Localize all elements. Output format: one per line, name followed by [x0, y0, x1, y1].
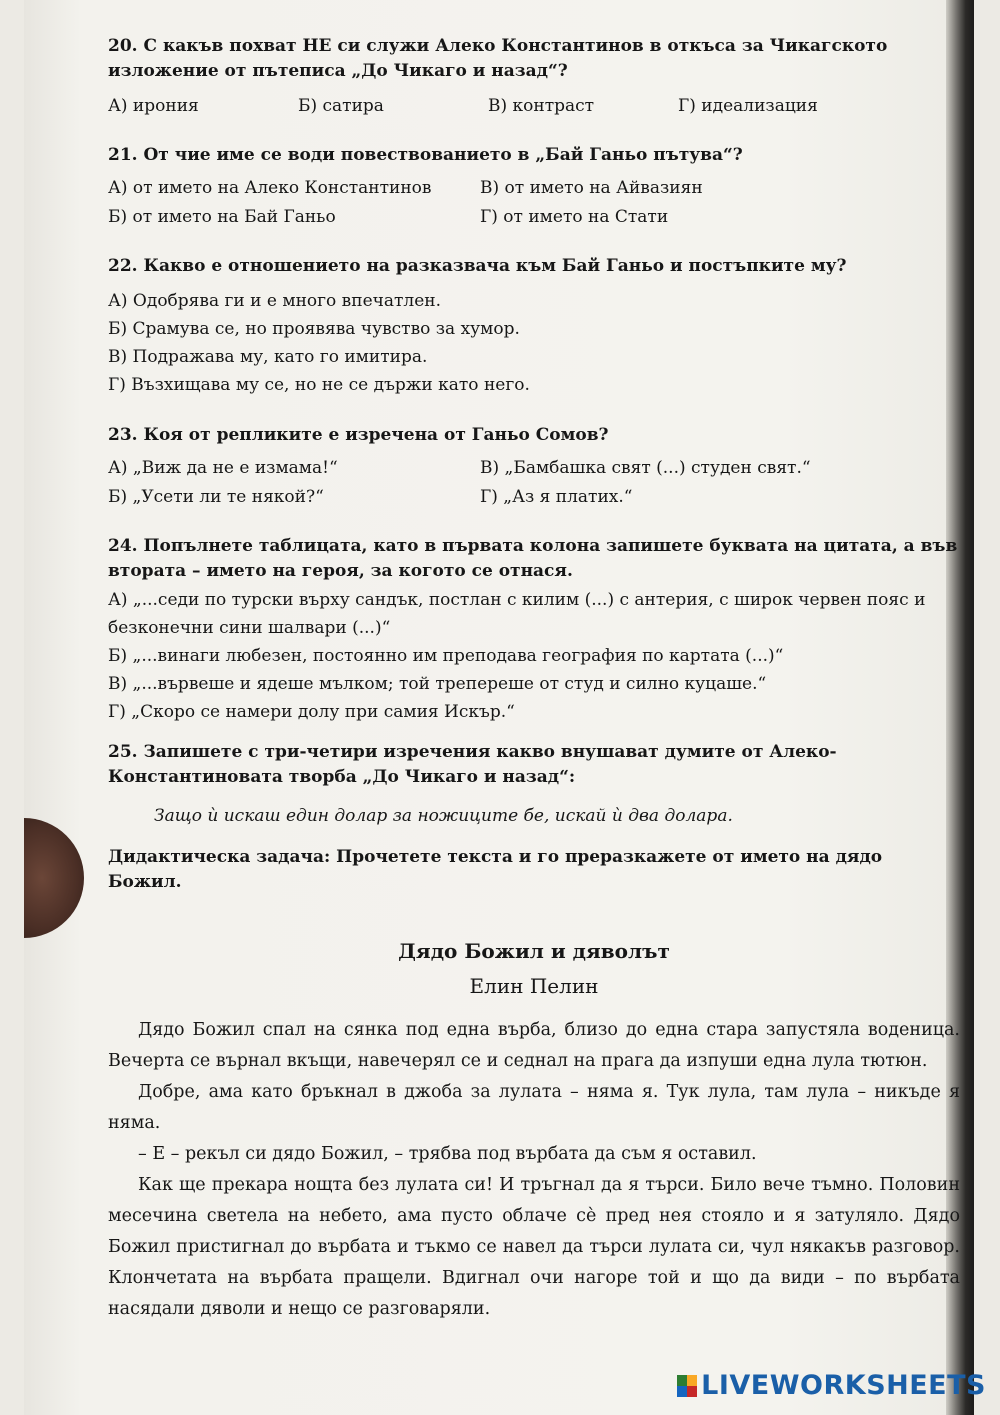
- story-paragraph: Добре, ама като бръкнал в джоба за лулата – няма я. Тук лула, там лула – никъде я няма.: [108, 1082, 960, 1133]
- option-b: Б) от името на Бай Ганьо: [108, 207, 336, 227]
- option-g: Г) Възхищава му се, но не се държи като него.: [108, 375, 530, 395]
- option-a: А) Одобрява ги и е много впечатлен.: [108, 291, 442, 311]
- option-b: Б) сатира: [298, 96, 384, 116]
- liveworksheets-logo-icon: [677, 1375, 697, 1397]
- options-grid: [108, 176, 960, 230]
- quote-v: В) „...вървеше и ядеше мълком; той трепереше от студ и силно куцаше.“: [108, 674, 767, 694]
- option-v: В) Подражава му, като го имитира.: [108, 347, 428, 367]
- didactic-task: Дидактическа задача: Прочетете текста и го преразкажете от името на дядо Божил.: [108, 847, 883, 892]
- question-text: 25. Запишете с три-четири изречения какво внушават думите от Алеко-Константиновата творба „До Чикаго и назад“:: [108, 742, 837, 787]
- quote-a: А) „...седи по турски върху сандък, постлан с килим (...) с антерия, с широк червен пояс и безконечни сини шалвари (...)“: [108, 590, 926, 638]
- question-text: 24. Попълнете таблицата, като в първата колона запишете буквата на цитата, а във втората – името на героя, за когото се отнася.: [108, 536, 958, 581]
- story-author: Елин Пелин: [469, 974, 599, 998]
- option-a: А) от името на Алеко Константинов: [108, 178, 432, 198]
- option-g: Г) от името на Стати: [480, 207, 669, 227]
- question-22: [108, 254, 960, 399]
- question-25: [108, 740, 960, 829]
- story-paragraph: Дядо Божил спал на сянка под една върба, близо до една стара запустяла воденица. Вечерта се върнал вкъщи, навечерял се и седнал на прага да изпуши една лула тютюн.: [108, 1020, 960, 1071]
- question-text: 23. Коя от репликите е изречена от Ганьо Сомов?: [108, 425, 609, 445]
- quote-g: Г) „Скоро се намери долу при самия Искър.“: [108, 702, 515, 722]
- worksheet-page: [24, 0, 974, 1415]
- question-20: [108, 34, 960, 119]
- story-paragraph: – Е – рекъл си дядо Божил, – трябва под върбата да съм я оставил.: [138, 1144, 757, 1164]
- question-24: [108, 534, 960, 726]
- options-list: [108, 287, 960, 399]
- option-b: Б) Срамува се, но проявява чувство за хумор.: [108, 319, 520, 339]
- story-title: Дядо Божил и дяволът: [398, 939, 670, 963]
- story-paragraph: Как ще прекара нощта без лулата си! И тръгнал да я търси. Било вече тъмно. Половин месечина светела на небето, ама пусто облаче сѐ пред нея стояло и я затуляло. Дядо Божил пристигнал до върбата и тъкмо се навел да търси лулата си, чул някакъв разговор. Клончетата на върбата пращели. Вдигнал очи нагоре той и що да види – по върбата насядали дяволи и нещо се разговаряли.: [108, 1175, 960, 1319]
- option-v: В) от името на Айвазиян: [480, 178, 703, 198]
- question-text: 20. С какъв похват НЕ си служи Алеко Константинов в откъса за Чикагското изложение от пътеписа „До Чикаго и назад“?: [108, 36, 888, 81]
- liveworksheets-logo: [677, 1370, 986, 1401]
- question-text: 22. Какво е отношението на разказвача към Бай Ганьо и постъпките му?: [108, 256, 847, 276]
- option-a: А) ирония: [108, 96, 199, 116]
- options-grid: [108, 456, 960, 510]
- option-g: Г) идеализация: [678, 96, 818, 116]
- question-21: [108, 143, 960, 230]
- question-quote: Защо ѝ искаш един долар за ножиците бе, искай ѝ два долара.: [154, 806, 733, 826]
- options-row: [108, 94, 960, 119]
- question-23: [108, 423, 960, 510]
- quotes-list: [108, 586, 960, 726]
- worksheet-content: [108, 34, 960, 1325]
- watermark-text: LIVEWORKSHEETS: [701, 1370, 986, 1401]
- option-v: В) контраст: [488, 96, 595, 116]
- quote-b: Б) „...винаги любезен, постоянно им преподава география по картата (...)“: [108, 646, 784, 666]
- story-text: [108, 1015, 960, 1325]
- option-g: Г) „Аз я платих.“: [480, 487, 633, 507]
- option-b: Б) „Усети ли те някой?“: [108, 487, 324, 507]
- option-v: В) „Бамбашка свят (...) студен свят.“: [480, 458, 811, 478]
- thumb-shadow: [24, 818, 84, 938]
- option-a: А) „Виж да не е измама!“: [108, 458, 338, 478]
- question-text: 21. От чие име се води повествованието в „Бай Ганьо пътува“?: [108, 145, 743, 165]
